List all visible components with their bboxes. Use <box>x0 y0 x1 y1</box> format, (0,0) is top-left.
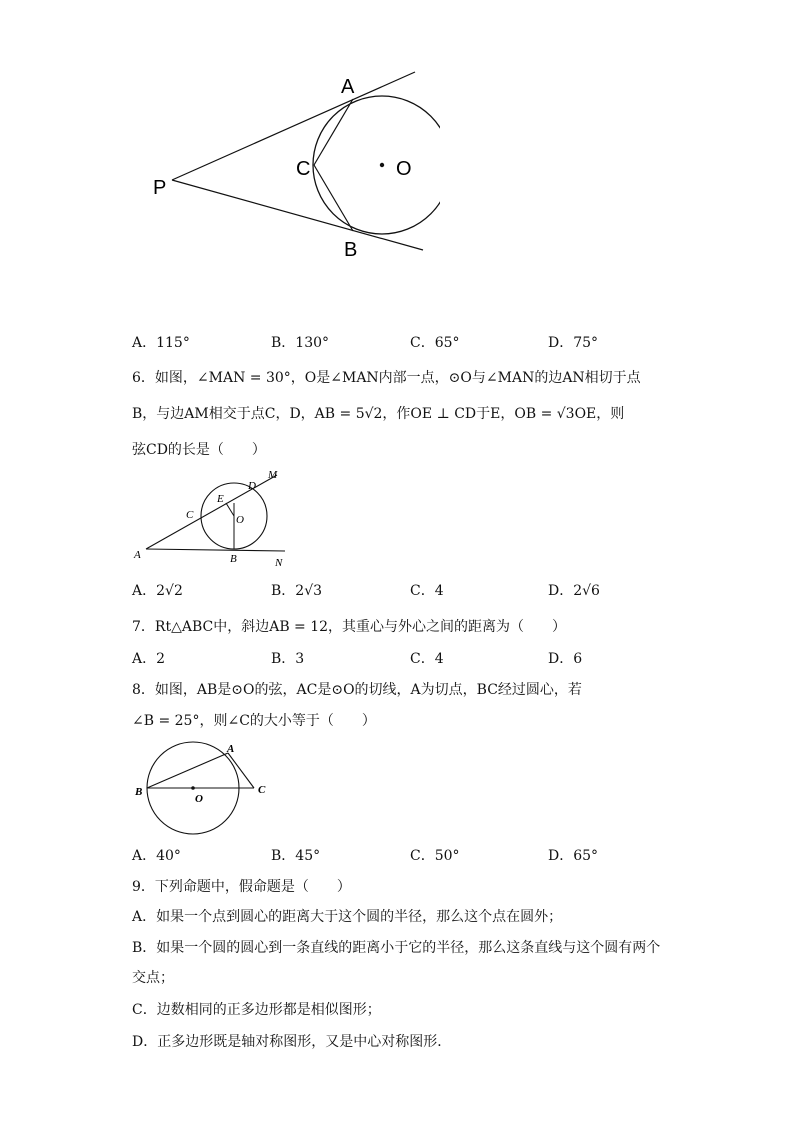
label-n: N <box>275 557 283 569</box>
label-m: M <box>268 469 278 481</box>
label-a: A <box>341 76 355 98</box>
q9-option-b-line-1: B．如果一个圆的圆心到一条直线的距离小于它的半径，那么这条直线与这个圆有两个 <box>132 940 661 956</box>
ray-an <box>146 549 285 551</box>
figure-q8-circle-tangent <box>130 740 275 840</box>
q8-option-d: D．65° <box>548 848 599 864</box>
label-o: O <box>396 158 412 180</box>
tangent-line-pa <box>172 72 415 180</box>
tangent-ac <box>228 753 254 788</box>
q5-option-c: C．65° <box>410 335 460 351</box>
q5-option-b: B．130° <box>271 335 330 351</box>
label-e: E <box>217 493 224 505</box>
q7-option-a: A．2 <box>132 651 166 667</box>
q7-option-d: D．6 <box>548 651 583 667</box>
figure-q6-angle-circle <box>130 465 295 570</box>
q8-stem-line-1: 8．如图，AB是⊙O的弦，AC是⊙O的切线，A为切点，BC经过圆心，若 <box>132 682 582 698</box>
q8-option-a: A．40° <box>132 848 181 864</box>
figure-tangents-circle <box>140 65 440 270</box>
q5-option-d: D．75° <box>548 335 599 351</box>
center-dot-o <box>191 786 195 790</box>
q8-stem-line-2: ∠B = 25°，则∠C的大小等于（ ） <box>132 713 376 729</box>
segment-e-o <box>226 503 234 516</box>
q6-stem-line-2: B，与边AM相交于点C，D，AB = 5√2，作OE ⊥ CD于E，OB = √3OE，则 <box>132 406 625 422</box>
label-d: D <box>248 480 256 492</box>
label-b: B <box>230 553 237 565</box>
q9-stem: 9．下列命题中，假命题是（ ） <box>132 879 351 895</box>
q6-option-c: C．4 <box>410 583 444 599</box>
label-c: C <box>186 509 194 521</box>
tangent-line-pb <box>172 180 423 250</box>
q7-stem: 7．Rt△ABC中，斜边AB = 12，其重心与外心之间的距离为（ ） <box>132 619 567 635</box>
q8-option-c: C．50° <box>410 848 460 864</box>
q6-option-b: B．2√3 <box>271 583 323 599</box>
q6-option-a: A．2√2 <box>132 583 183 599</box>
q6-option-d: D．2√6 <box>548 583 600 599</box>
q6-stem-line-3: 弦CD的长是（ ） <box>132 442 266 458</box>
q7-option-c: C．4 <box>410 651 444 667</box>
label-o: O <box>195 793 203 805</box>
chord-ba <box>147 753 228 788</box>
q9-option-a: A．如果一个点到圆心的距离大于这个圆的半径，那么这个点在圆外； <box>132 909 563 925</box>
label-a: A <box>227 743 235 755</box>
label-a: A <box>134 549 141 561</box>
q8-option-b: B．45° <box>271 848 321 864</box>
label-b: B <box>344 239 358 261</box>
label-c: C <box>296 158 311 180</box>
q9-option-d: D．正多边形既是轴对称图形，又是中心对称图形． <box>132 1034 452 1050</box>
center-dot-o <box>380 163 384 167</box>
q5-option-a: A．115° <box>132 335 190 351</box>
q6-stem-line-1: 6．如图，∠MAN = 30°，O是∠MAN内部一点，⊙O与∠MAN的边AN相切于点 <box>132 370 641 386</box>
q9-option-c: C．边数相同的正多边形都是相似图形； <box>132 1002 381 1018</box>
label-b: B <box>135 786 143 798</box>
ray-am <box>146 475 277 549</box>
label-p: P <box>153 177 167 199</box>
q9-option-b-line-2: 交点； <box>132 970 174 986</box>
q7-option-b: B．3 <box>271 651 305 667</box>
label-o: O <box>236 514 244 526</box>
circle-o <box>313 96 440 234</box>
label-c: C <box>258 784 266 796</box>
chord-ac <box>314 99 353 165</box>
